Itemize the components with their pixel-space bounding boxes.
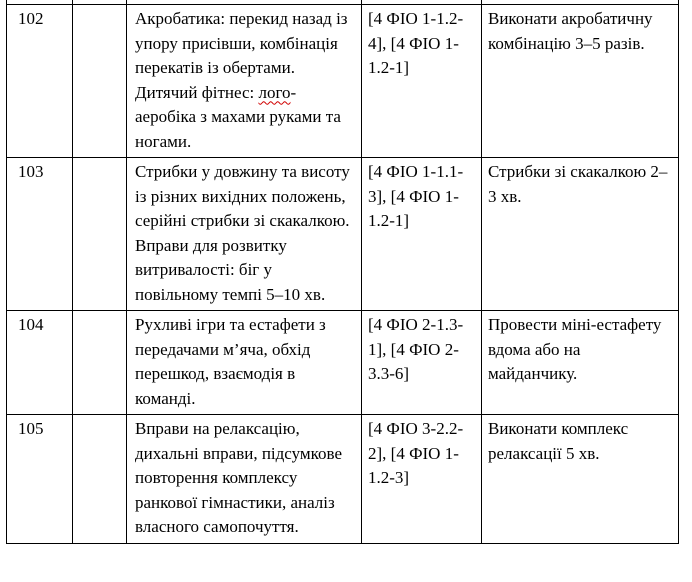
lesson-topic: Рухливі ігри та естафети з передачами м’яча, обхід перешкод, взаємодія в команді. bbox=[127, 311, 362, 415]
curriculum-codes: [4 ФІО 2-1.3-1], [4 ФІО 2-3.3-6] bbox=[362, 311, 482, 415]
lesson-number: 104 bbox=[7, 311, 73, 415]
spellcheck-flagged-word: лого bbox=[258, 82, 291, 102]
curriculum-codes: [4 ФІО 3-2.2-2], [4 ФІО 1-1.2-3] bbox=[362, 415, 482, 544]
lesson-number: 103 bbox=[7, 158, 73, 311]
lesson-number: 102 bbox=[7, 5, 73, 158]
date-cell bbox=[73, 5, 127, 158]
homework-task: Провести міні-естафету вдома або на майданчику. bbox=[482, 311, 679, 415]
homework-task: Стрибки зі скакалкою 2–3 хв. bbox=[482, 158, 679, 311]
lesson-topic: Вправи на релаксацію, дихальні вправи, підсумкове повторення комплексу ранкової гімнастики, аналіз власного самопочуття. bbox=[127, 415, 362, 544]
lesson-topic bbox=[127, 5, 362, 158]
table-row bbox=[7, 415, 679, 544]
table-row bbox=[7, 158, 679, 311]
lesson-plan-table bbox=[6, 0, 679, 544]
curriculum-codes: [4 ФІО 1-1.2-4], [4 ФІО 1-1.2-1] bbox=[362, 5, 482, 158]
table-row bbox=[7, 5, 679, 158]
homework-task: Виконати комплекс релаксації 5 хв. bbox=[482, 415, 679, 544]
lesson-number: 105 bbox=[7, 415, 73, 544]
curriculum-codes: [4 ФІО 1-1.1-3], [4 ФІО 1-1.2-1] bbox=[362, 158, 482, 311]
date-cell bbox=[73, 158, 127, 311]
lesson-topic: Стрибки у довжину та висоту із різних вихідних положень, серійні стрибки зі скакалкою. Вправи для розвитку витривалості: біг у повільному темпі 5–10 хв. bbox=[127, 158, 362, 311]
topic-text: -аеробіка з махами руками та ногами. bbox=[135, 82, 341, 151]
table-row bbox=[7, 311, 679, 415]
homework-task: Виконати акробатичну комбінацію 3–5 разів. bbox=[482, 5, 679, 158]
topic-text: Акробатика: перекид назад із упору присівши, комбінація перекатів із обертами. Дитячий фітнес: bbox=[135, 9, 348, 102]
date-cell bbox=[73, 311, 127, 415]
date-cell bbox=[73, 415, 127, 544]
